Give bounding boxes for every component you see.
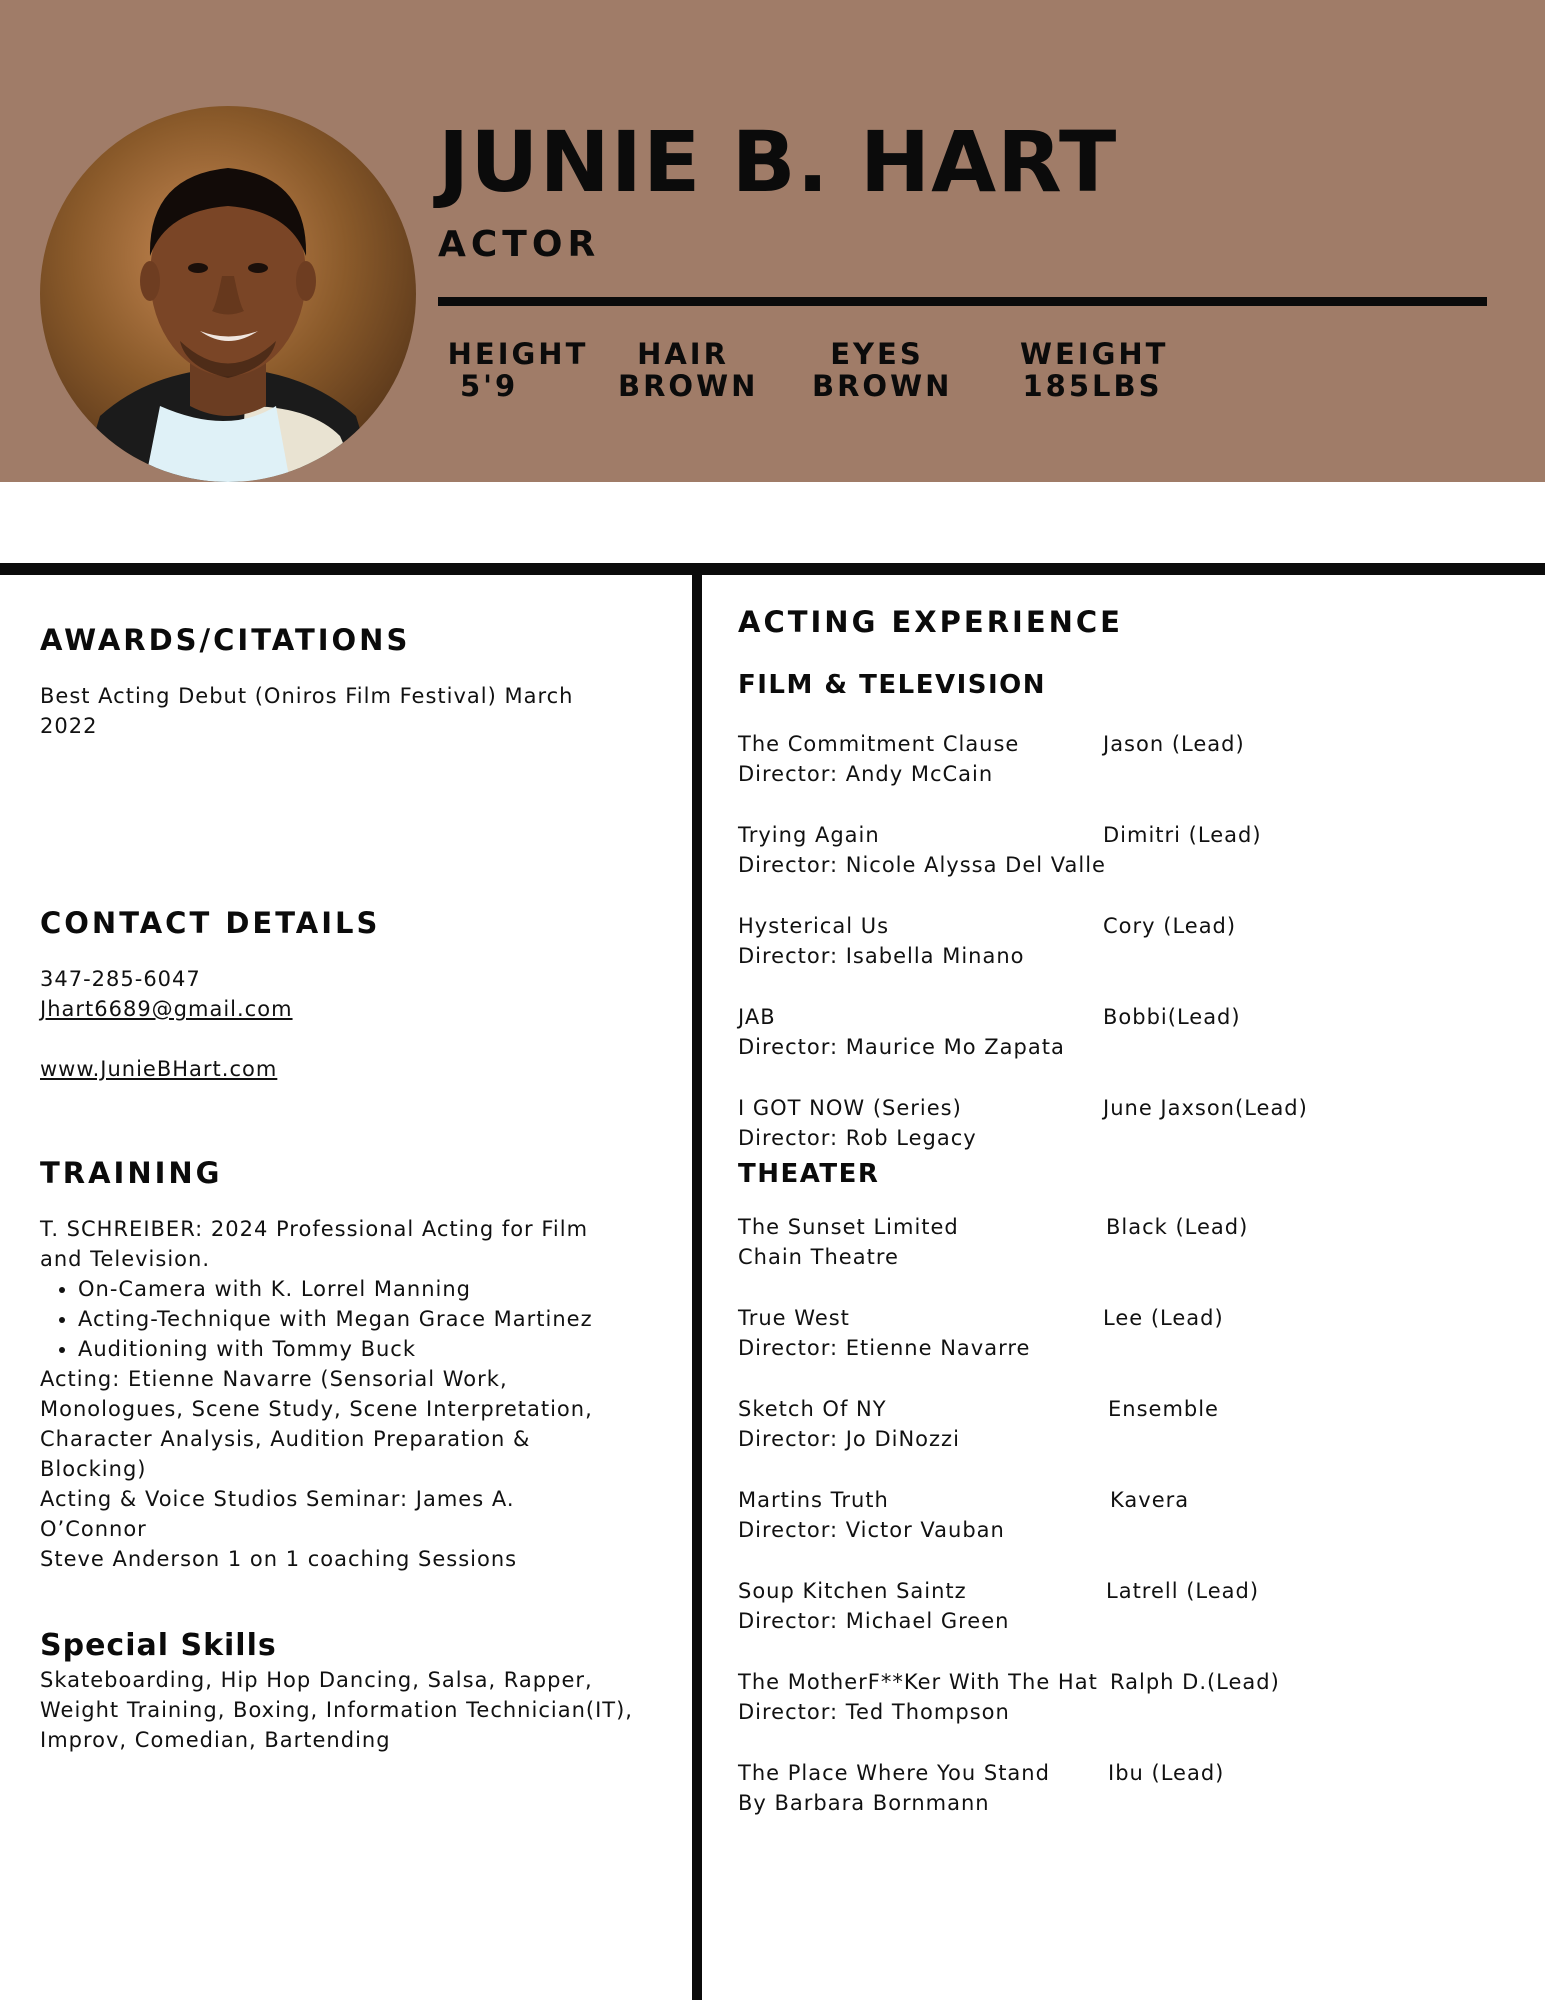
training-section	[40, 1156, 640, 1574]
credit-title: I GOT NOW (Series)	[738, 1096, 962, 1120]
credit-title: True West	[738, 1306, 850, 1330]
stat-label: WEIGHT	[1020, 337, 1169, 371]
training-line: Character Analysis, Audition Preparation &	[40, 1427, 531, 1451]
theater-title: THEATER	[738, 1159, 880, 1189]
training-line: Acting: Etienne Navarre (Sensorial Work,	[40, 1367, 508, 1391]
film-credit	[738, 1002, 1498, 1062]
credit-role: Cory (Lead)	[1103, 914, 1237, 938]
film-credit	[738, 729, 1498, 789]
actor-role: ACTOR	[438, 224, 601, 265]
credit-title: The MotherF**Ker With The Hat	[738, 1670, 1098, 1694]
credit-role: Dimitri (Lead)	[1103, 823, 1262, 847]
film-credit	[738, 1093, 1498, 1153]
theater-credit	[738, 1758, 1498, 1818]
training-line: Steve Anderson 1 on 1 coaching Sessions	[40, 1547, 518, 1571]
credit-role: Kavera	[1110, 1488, 1190, 1512]
training-bullet: • Auditioning with Tommy Buck	[78, 1334, 640, 1364]
contact-email-link[interactable]: Jhart6689@gmail.com	[40, 997, 293, 1021]
film-tv-title: FILM & TELEVISION	[738, 670, 1047, 700]
skills-line: Weight Training, Boxing, Information Technician(IT),	[40, 1698, 633, 1722]
skills-section	[40, 1628, 640, 1755]
stat-value: BROWN	[618, 369, 759, 403]
stat-label: EYES	[830, 337, 924, 371]
training-title: TRAINING	[40, 1156, 223, 1190]
training-bullet-list	[40, 1274, 640, 1364]
stat-label: HAIR	[637, 337, 729, 371]
credit-title: Sketch Of NY	[738, 1397, 887, 1421]
theater-credit	[738, 1667, 1498, 1727]
theater-credit	[738, 1394, 1498, 1454]
stat-weight	[1020, 337, 1169, 403]
training-line: T. SCHREIBER: 2024 Professional Acting for Film	[40, 1217, 589, 1241]
headshot-photo	[40, 106, 416, 482]
skills-line: Skateboarding, Hip Hop Dancing, Salsa, Rapper,	[40, 1668, 593, 1692]
experience-title: ACTING EXPERIENCE	[738, 605, 1123, 639]
credit-title: Trying Again	[738, 823, 880, 847]
credit-director: Director: Nicole Alyssa Del Valle	[738, 853, 1106, 877]
credit-director: Director: Ted Thompson	[738, 1700, 1010, 1724]
credit-role: June Jaxson(Lead)	[1103, 1096, 1308, 1120]
film-credit	[738, 911, 1498, 971]
training-line: and Television.	[40, 1247, 210, 1271]
contact-title: CONTACT DETAILS	[40, 906, 381, 940]
theater-credit	[738, 1212, 1498, 1272]
training-bullet: • Acting-Technique with Megan Grace Martinez	[78, 1304, 640, 1334]
theater-credit	[738, 1576, 1498, 1636]
training-line: Blocking)	[40, 1457, 147, 1481]
awards-line: 2022	[40, 714, 98, 738]
credit-role: Ralph D.(Lead)	[1110, 1670, 1280, 1694]
theater-credit	[738, 1303, 1498, 1363]
credit-role: Bobbi(Lead)	[1103, 1005, 1241, 1029]
credit-director: Director: Victor Vauban	[738, 1518, 1005, 1542]
header-divider	[438, 297, 1487, 306]
skills-line: Improv, Comedian, Bartending	[40, 1728, 391, 1752]
credit-director: Director: Maurice Mo Zapata	[738, 1035, 1065, 1059]
stat-value: 185LBS	[1022, 369, 1163, 403]
credit-director: Director: Jo DiNozzi	[738, 1427, 960, 1451]
credit-title: Soup Kitchen Saintz	[738, 1579, 967, 1603]
credit-director: Director: Michael Green	[738, 1609, 1010, 1633]
credit-role: Latrell (Lead)	[1106, 1579, 1260, 1603]
section-divider-horizontal	[0, 563, 1545, 575]
credit-director: Director: Etienne Navarre	[738, 1336, 1031, 1360]
credit-title: The Place Where You Stand	[738, 1761, 1050, 1785]
credit-role: Jason (Lead)	[1103, 732, 1245, 756]
awards-title: AWARDS/CITATIONS	[40, 623, 411, 657]
stat-eyes	[812, 337, 953, 403]
theater-credit	[738, 1485, 1498, 1545]
credit-title: The Sunset Limited	[738, 1215, 959, 1239]
credit-title: JAB	[738, 1005, 776, 1029]
stat-hair	[618, 337, 759, 403]
stat-height	[438, 338, 598, 402]
training-line: Acting & Voice Studios Seminar: James A.	[40, 1487, 515, 1511]
credit-director: Director: Isabella Minano	[738, 944, 1025, 968]
training-line: Monologues, Scene Study, Scene Interpretation,	[40, 1397, 593, 1421]
credit-director: Chain Theatre	[738, 1245, 899, 1269]
actor-name: JUNIE B. HART	[438, 113, 1118, 211]
awards-line: Best Acting Debut (Oniros Film Festival) March	[40, 684, 574, 708]
credit-role: Lee (Lead)	[1103, 1306, 1224, 1330]
contact-section	[40, 906, 640, 1084]
section-divider-vertical	[692, 575, 702, 2000]
credit-title: The Commitment Clause	[738, 732, 1020, 756]
training-line: O’Connor	[40, 1517, 147, 1541]
awards-section	[40, 623, 640, 741]
contact-website-link[interactable]: www.JunieBHart.com	[40, 1057, 278, 1081]
skills-title: Special Skills	[40, 1628, 277, 1663]
training-bullet: • On-Camera with K. Lorrel Manning	[78, 1274, 640, 1304]
stat-value: BROWN	[812, 369, 953, 403]
header-banner	[0, 0, 1545, 482]
credit-role: Ensemble	[1108, 1397, 1219, 1421]
credit-role: Black (Lead)	[1106, 1215, 1249, 1239]
credit-director: Director: Andy McCain	[738, 762, 994, 786]
contact-phone: 347-285-6047	[40, 967, 201, 991]
credit-title: Martins Truth	[738, 1488, 889, 1512]
film-credit	[738, 820, 1498, 880]
credit-director: Director: Rob Legacy	[738, 1126, 977, 1150]
stat-value: 5'9	[460, 369, 519, 403]
stat-label: HEIGHT	[447, 337, 589, 371]
credit-title: Hysterical Us	[738, 914, 890, 938]
experience-section	[738, 605, 1518, 639]
credit-role: Ibu (Lead)	[1108, 1761, 1225, 1785]
credit-director: By Barbara Bornmann	[738, 1791, 990, 1815]
